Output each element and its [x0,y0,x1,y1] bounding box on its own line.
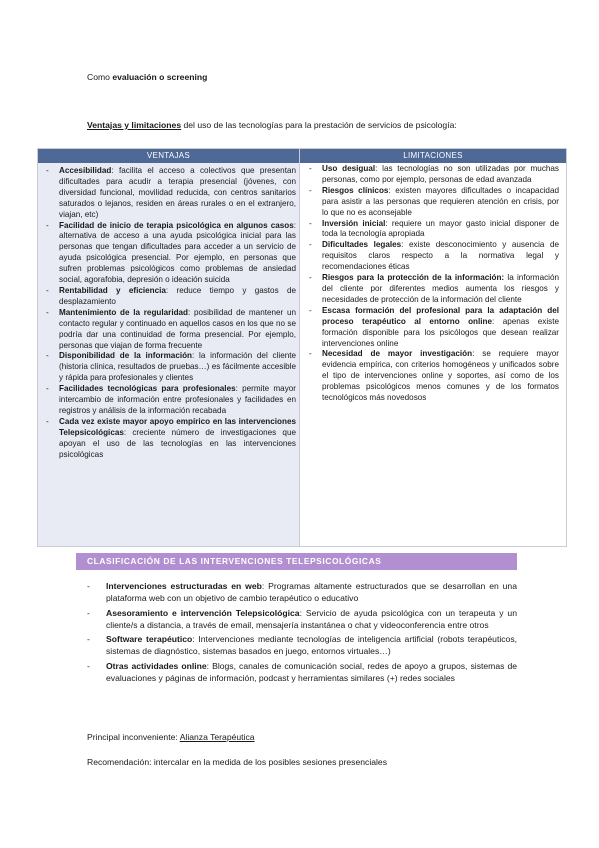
intro-bold: evaluación o screening [112,72,208,82]
ventaja-item [46,384,296,417]
intro-prefix: Como [87,72,113,82]
limitacion-item [309,219,559,241]
limitacion-item-term: Dificultades legales [322,240,402,250]
limitacion-item-text: : apenas existe formación disponible para los psicólogos que desean realizar intervenciones online [322,316,559,348]
clasificacion-item-text: : Programas altamente estructurados que se desarrollan en una plataforma web con un objetivo de cambio terapéutico o educativo [106,581,517,604]
clasificacion-item [87,633,517,658]
clasificacion-item-term: Asesoramiento e intervención Telepsicológica [106,607,300,618]
ventajas-limitaciones-table [37,148,567,547]
ventaja-item [46,308,296,352]
limitacion-item [309,306,559,350]
limitacion-item-text: : requiere un mayor gasto inicial disponer de toda la tecnología apropiada [322,218,559,239]
limitacion-item-term: Uso desigual [322,164,376,173]
clasificacion-item [87,607,517,632]
intro-line [87,71,207,83]
recomendacion: Recomendación: intercalar en la medida de los posibles sesiones presenciales [87,757,387,767]
limitacion-item-term: Riesgos clínicos [322,185,389,195]
limitacion-item-term: Inversión inicial [322,218,386,228]
ventajas-list [46,166,296,460]
ventaja-item-text: : reduce tiempo y gastos de desplazamiento [59,285,296,306]
ventaja-item-term: Disponibilidad de la información [59,351,193,361]
ventaja-item-text: : alternativa de acceso a una ayuda psicológica inicial para las personas que tengan dificultades para acceder a un servicio de ayuda psicológica presencial. Por ejemplo, en personas que sufren problemas psicológicos como problemas de ansiedad social, agorafobia, depresión o ideación suicida [59,220,296,285]
limitacion-item-text: la información del cliente por diferentes medios aumenta los riesgos y necesidades de protección de la información del cliente [322,273,559,304]
ventaja-item-term: Mantenimiento de la regularidad [59,307,189,317]
ventaja-item-text: : la información del cliente (historia clínica, resultados de pruebas…) es fácilmente accesible y rápida para profesionales y clientes [59,351,297,383]
table-header [38,149,566,163]
ventaja-item [46,166,296,221]
clasificacion-item-text: : Blogs, canales de comunicación social, redes de apoyo a grupos, sistemas de evaluaciones y páginas de información, podcast y herramientas similares (+) redes sociales [106,660,517,684]
limitacion-item [309,273,559,306]
limitaciones-column [300,163,566,546]
ventajas-heading-underlined: Ventajas y limitaciones [87,120,182,130]
ventaja-item-term: Facilidad de inicio de terapia psicológica en algunos casos [59,220,294,230]
ventaja-item [46,286,296,308]
ventajas-heading [87,119,457,131]
principal-label: Principal inconveniente: [87,732,180,742]
column-divider [299,149,300,546]
ventaja-item-term: Rentabilidad y eficiencia [59,285,166,295]
ventaja-item-term: Cada vez existe mayor apoyo empírico en las intervenciones Telepsicológicas [59,416,296,437]
clasificacion-item [87,660,517,685]
ventaja-item [46,417,296,461]
clasificacion-banner [76,553,517,570]
ventaja-item [46,221,296,286]
ventaja-item-text: : permite mayor intercambio de información entre profesionales y facilidades en registros y análisis de la información recabada [59,384,296,415]
clasificacion-list [87,580,517,686]
ventaja-item-term: Accesibilidad [59,166,112,175]
limitaciones-list [309,164,559,404]
principal-value: Alianza Terapéutica [179,732,255,742]
limitacion-item-text: : se requiere mayor evidencia empírica, con criterios homogéneos y unificados sobre el tipo de intervenciones online y soportes, así como de los problemas psicológicos menos comunes y de los formatos tecnológicos más novedosos [322,349,559,403]
header-ventajas: VENTAJAS [146,151,191,160]
clasificacion-item-term: Intervenciones estructuradas en web [106,581,262,591]
clasificacion-title: CLASIFICACIÓN DE LAS INTERVENCIONES TELEPSICOLÓGICAS [87,556,382,566]
limitacion-item-text: : existe desconocimiento y ausencia de requisitos claros respecto a la normativa legal y recomendaciones éticas [322,240,559,272]
clasificacion-item-term: Otras actividades online [106,660,207,671]
ventaja-item-term: Facilidades tecnológicas para profesionales [59,384,236,394]
clasificacion-item-text: : Intervenciones mediante tecnologías de inteligencia artificial (robots terapéuticos, sistemas de diagnóstico, sistemas basados en juego, entornos virtuales…) [106,634,518,657]
limitacion-item-term: Riesgos para la protección de la información: [322,273,505,283]
limitacion-item [309,186,559,219]
header-limitaciones: LIMITACIONES [403,151,463,160]
limitacion-item-text: : existen mayores dificultades o incapacidad para asistir a las personas que requieren atención en crisis, por lo que no es aconsejable [322,185,559,217]
limitacion-item-text: : las tecnologías no son utilizadas por muchas personas, como por ejemplo, personas de edad avanzada [322,164,559,184]
limitacion-item [309,349,559,404]
ventaja-item-text: : posibilidad de mantener un contacto regular y continuado en aquellos casos en los que no se podría dar una continuidad de forma presencial. Por ejemplo, personas que viajan de forma frecuente [59,307,296,350]
ventaja-item [46,351,296,384]
limitacion-item-term: Escasa formación del profesional para la adaptación del proceso terapéutico al entorno online [322,305,559,326]
ventaja-item-text: : facilita el acceso a colectivos que presentan dificultades para acudir a terapia presencial (jóvenes, con diversidad funcional, movilidad reducida, con centros sanitarios saturados o lejanos, residen en áreas rurales o en el extranjero, viajan, etc) [59,166,296,219]
ventaja-item-text: : creciente número de investigaciones que apoyan el uso de las tecnologías en las intervenciones psicológicas [59,427,296,459]
limitacion-item-term: Necesidad de mayor investigación [322,349,473,359]
clasificacion-item-text: : Servicio de ayuda psicológica con un terapeuta y un cliente/s a distancia, a través de email, mensajería instantánea o chat y videoconferencia entre otros [106,607,517,630]
clasificacion-item-term: Software terapéutico [106,634,193,645]
clasificacion-item [87,580,517,605]
principal-inconveniente [87,731,255,743]
ventajas-column [38,163,299,546]
limitacion-item [309,240,559,273]
ventajas-heading-rest: del uso de las tecnologías para la prestación de servicios de psicología: [181,120,457,130]
limitacion-item [309,164,559,186]
